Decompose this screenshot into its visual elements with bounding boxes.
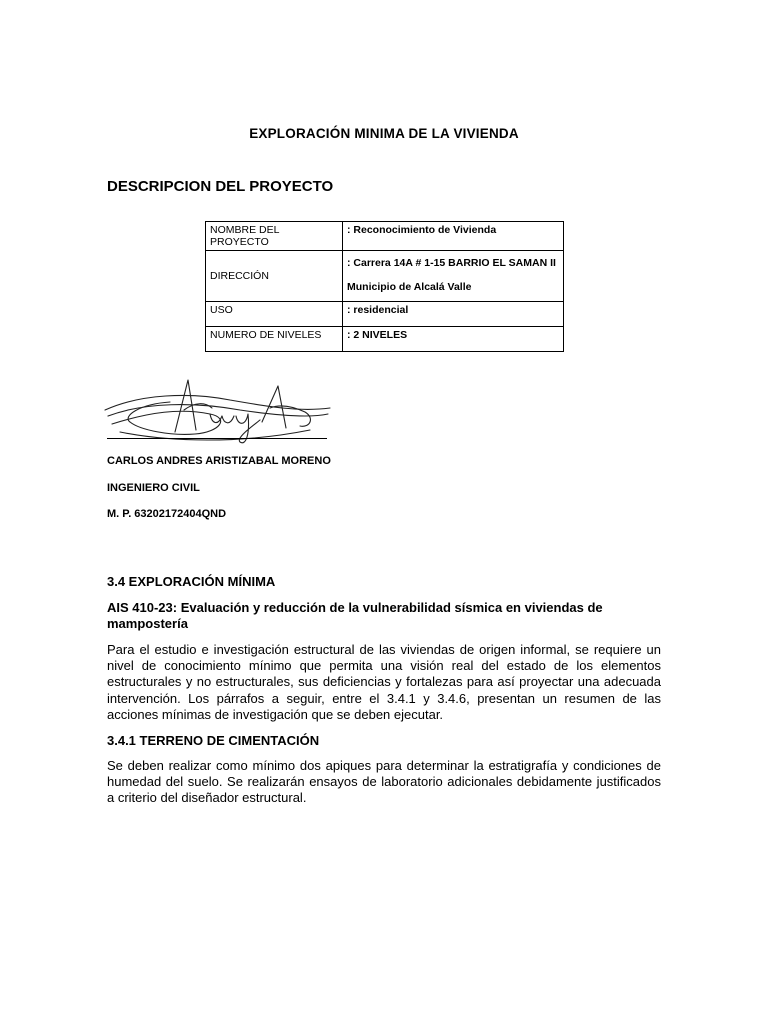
section-341-paragraph: Se deben realizar como mínimo dos apiques para determinar la estratigrafía y condiciones de humedad del suelo. Se realizarán ensayos de laboratorio adicionales debidamente justificados a criterio del diseñador estructural. [107, 758, 661, 806]
section-title: DESCRIPCION DEL PROYECTO [107, 178, 334, 195]
table-key: NOMBRE DEL PROYECTO [206, 222, 343, 251]
project-table [205, 221, 564, 352]
table-value [343, 251, 564, 302]
table-key: USO [206, 302, 343, 327]
table-value-line2: Municipio de Alcalá Valle [347, 281, 472, 293]
signature-image [100, 372, 340, 452]
table-row [206, 251, 564, 302]
signer-name: CARLOS ANDRES ARISTIZABAL MORENO [107, 455, 331, 467]
table-key: NUMERO DE NIVELES [206, 327, 343, 352]
signature-line [107, 438, 327, 439]
signer-profession: INGENIERO CIVIL [107, 482, 200, 494]
section-34-subheading: AIS 410-23: Evaluación y reducción de la vulnerabilidad sísmica en viviendas de mampostería [107, 600, 603, 631]
table-value-line1: : Carrera 14A # 1-15 BARRIO EL SAMAN II [347, 257, 556, 269]
table-value: : 2 NIVELES [343, 327, 564, 352]
table-value: : Reconocimiento de Vivienda [343, 222, 564, 251]
table-key [206, 251, 343, 302]
section-341-heading: 3.4.1 TERRENO DE CIMENTACIÓN [107, 733, 320, 748]
table-value: : residencial [343, 302, 564, 327]
section-34-paragraph: Para el estudio e investigación estructural de las viviendas de origen informal, se requiere un nivel de conocimiento mínimo que permita una visión real del estado de los elementos estructurales y no estructurales, sus deficiencias y fortalezas para así proyectar una adecuada intervención. Los párrafos a seguir, entre el 3.4.1 y 3.4.6, presentan un resumen de las acciones mínimas de investigación que se deben ejecutar. [107, 642, 661, 722]
document-title: EXPLORACIÓN MINIMA DE LA VIVIENDA [249, 126, 519, 141]
signer-license: M. P. 63202172404QND [107, 508, 227, 520]
table-row [206, 302, 564, 327]
table-key-text: DIRECCIÓN [210, 270, 269, 282]
table-row [206, 222, 564, 251]
table-row [206, 327, 564, 352]
section-34-heading: 3.4 EXPLORACIÓN MÍNIMA [107, 574, 276, 589]
